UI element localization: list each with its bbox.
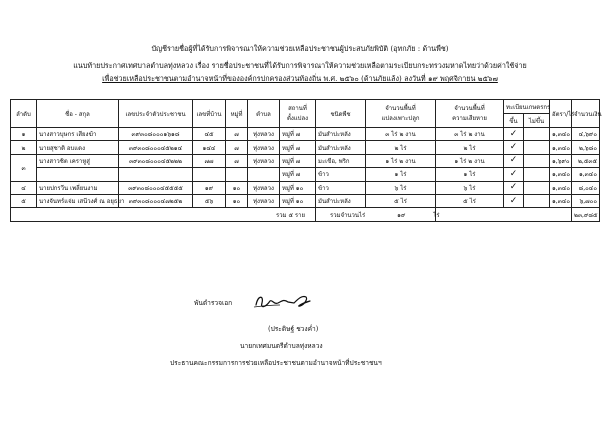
col-reg-no: ไม่ขึ้น xyxy=(524,114,550,128)
cell-damage: ๒ ไร่ xyxy=(436,141,504,154)
cell-location: หมู่ที่ ๗ xyxy=(280,154,316,167)
cell-crop: มันสำปะหลัง xyxy=(316,128,366,141)
cell-location: หมู่ที่ ๗ xyxy=(280,141,316,154)
cell-rate: ๑,๖๙๐ xyxy=(550,154,572,167)
cell-crop: มันสำปะหลัง xyxy=(316,194,366,207)
cell-area: ๕ ไร่ xyxy=(366,194,436,207)
cell-name: นางสาวชิต เคราหูสู่ xyxy=(37,154,119,167)
cell-tambon: ทุ่งหลวง xyxy=(248,154,280,167)
cell-house: ๗๗ xyxy=(193,154,226,167)
check-icon: ✓ xyxy=(504,141,524,154)
cell-location: หมู่ที่ ๗ xyxy=(280,128,316,141)
cell-amount: ๒,๕๓๕ xyxy=(572,154,600,167)
table-row xyxy=(11,181,600,194)
col-location-line1: สถานที่ xyxy=(288,104,307,112)
cell-id: ๓๙๓๐๘๐๐๐๔๕๒๑๔ xyxy=(119,141,193,154)
check-icon: ✓ xyxy=(504,181,524,194)
cell-damage: ๓ ไร่ ๒ งาน xyxy=(436,128,504,141)
cell-damage: ๕ ไร่ xyxy=(436,194,504,207)
cell-rate: ๑,๓๔๐ xyxy=(550,194,572,207)
total-amount: ๒๓,๙๘๕ xyxy=(572,208,600,221)
signature-title: นายกเทศมนตรีตำบลทุ่งหลวง xyxy=(240,342,323,350)
signature-image xyxy=(250,291,320,313)
cell-rate: ๑,๓๔๐ xyxy=(550,128,572,141)
cell-reg-no xyxy=(524,154,550,167)
cell-damage: ๑ ไร่ ๒ งาน xyxy=(436,154,504,167)
cell-tambon: ทุ่งหลวง xyxy=(248,128,280,141)
cell-moo: ๗ xyxy=(226,141,248,154)
col-no: ลำดับ xyxy=(11,100,37,128)
col-amount: จำนวนเงิน xyxy=(572,100,600,128)
cell-crop: มะเขือ, พริก xyxy=(316,154,366,167)
cell-location: หมู่ที่ ๑๐ xyxy=(280,181,316,194)
col-registration: ทะเบียนเกษตรกร xyxy=(504,100,550,114)
total-persons: รวม ๕ ราย xyxy=(11,208,316,221)
cell-moo: ๑๐ xyxy=(226,194,248,207)
document-title: บัญชีรายชื่อผู้ที่ได้รับการพิจารณาให้ความช่วยเหลือประชาชนผู้ประสบภัยพิบัติ (อุทกภัย : ด้านพืช) xyxy=(151,44,449,53)
cell-reg-no xyxy=(524,181,550,194)
cell-name: นางสาวบุษกร เสียงฆ้า xyxy=(37,128,119,141)
total-area-label: รวมจำนวนไร่ xyxy=(330,211,366,219)
cell-crop: ข้าว xyxy=(316,168,366,181)
cell-no: ๓ xyxy=(11,154,37,181)
signature-position: ประธานคณะกรรมการการช่วยเหลือประชาชนตามอำนาจหน้าที่ประชาชนฯ xyxy=(170,359,382,367)
col-area-line1: จำนวนพื้นที่ xyxy=(385,104,416,112)
col-damage-line2: ความเสียหาย xyxy=(452,114,487,122)
check-icon: ✓ xyxy=(504,168,524,181)
cell-house: ๑๙ xyxy=(193,181,226,194)
cell-damage: ๖ ไร่ xyxy=(436,181,504,194)
signature-name: (ประดิษฐ์ ชวงค่ำ) xyxy=(268,325,319,333)
col-house: เลขที่บ้าน xyxy=(193,100,226,128)
cell-damage: ๑ ไร่ xyxy=(436,168,504,181)
col-rate: อัตรา/ไร่ xyxy=(550,100,572,128)
cell-moo: ๗ xyxy=(226,154,248,167)
cell-moo: ๗ xyxy=(226,128,248,141)
cell-id xyxy=(119,168,193,181)
table-row xyxy=(11,168,600,181)
col-tambon: ตำบล xyxy=(248,100,280,128)
cell-location: หมู่ที่ ๑๐ xyxy=(280,194,316,207)
total-area xyxy=(316,208,440,221)
cell-tambon: ทุ่งหลวง xyxy=(248,194,280,207)
cell-rate: ๑,๓๔๐ xyxy=(550,141,572,154)
cell-area: ๒ ไร่ xyxy=(366,141,436,154)
table-row xyxy=(11,194,600,207)
cell-house: ๕๖ xyxy=(193,194,226,207)
check-icon: ✓ xyxy=(504,194,524,207)
document-subtitle-line1: แนบท้ายประกาศเทศบาลตำบลทุ่งหลวง เรื่อง รายชื่อประชาชนที่ได้รับการพิจารณาให้ความช่วยเหลือตามระเบียบกระทรวงมหาดไทยว่าด้วยค่าใช้จ่าย xyxy=(73,61,527,70)
cell-name: นายสุชาติ อบแดง xyxy=(37,141,119,154)
cell-reg-no xyxy=(524,194,550,207)
cell-no: ๑ xyxy=(11,128,37,141)
cell-rate: ๑,๓๔๐ xyxy=(550,168,572,181)
cell-amount: ๖,๗๐๐ xyxy=(572,194,600,207)
col-moo: หมู่ที่ xyxy=(226,100,248,128)
col-damage-line1: จำนวนพื้นที่ xyxy=(454,104,485,112)
col-damage xyxy=(436,100,504,128)
cell-id: ๓๙๓๐๘๐๐๐๑๖๑๘ xyxy=(119,128,193,141)
cell-no: ๔ xyxy=(11,181,37,194)
total-spacer xyxy=(436,208,572,221)
cell-name: นางจันทร์แจ่ม เสนีวงศ์ ณ อยุธยา xyxy=(37,194,119,207)
cell-crop: มันสำปะหลัง xyxy=(316,141,366,154)
col-name: ชื่อ - สกุล xyxy=(37,100,119,128)
cell-reg-no xyxy=(524,128,550,141)
col-reg-yes: ขึ้น xyxy=(504,114,524,128)
cell-location: หมู่ที่ ๗ xyxy=(280,168,316,181)
cell-house xyxy=(193,168,226,181)
cell-house: ๑๔๔ xyxy=(193,141,226,154)
cell-amount: ๒,๖๘๐ xyxy=(572,141,600,154)
signature-rank: พันตำรวจเอก xyxy=(194,299,233,307)
cell-id: ๓๙๓๐๘๐๐๐๔๗๒๕๒ xyxy=(119,194,193,207)
recipients-table xyxy=(10,99,600,222)
table-row xyxy=(11,154,600,167)
cell-area: ๑ ไร่ ๒ งาน xyxy=(366,154,436,167)
cell-name xyxy=(37,168,119,181)
cell-id: ๓๙๓๐๘๐๐๐๔๕๕๕๕ xyxy=(119,181,193,194)
cell-no: ๒ xyxy=(11,141,37,154)
cell-reg-no xyxy=(524,141,550,154)
document-subtitle-line2: เพื่อช่วยเหลือประชาชนตามอำนาจหน้าที่ขององค์กรปกครองส่วนท้องถิ่น พ.ศ. ๒๕๖๐ (ด้านภัยแล้ง) ลงวันที่ ๑๙ พฤศจิกายน ๒๕๖๗ xyxy=(102,74,498,83)
cell-area: ๑ ไร่ xyxy=(366,168,436,181)
cell-tambon: ทุ่งหลวง xyxy=(248,141,280,154)
col-area xyxy=(366,100,436,128)
cell-amount: ๘,๐๔๐ xyxy=(572,181,600,194)
cell-amount: ๔,๖๙๐ xyxy=(572,128,600,141)
col-area-line2: แปลงเพาะปลูก xyxy=(381,114,420,122)
table-row xyxy=(11,141,600,154)
col-location-line2: ตั้งแปลง xyxy=(286,114,309,122)
cell-area: ๓ ไร่ ๒ งาน xyxy=(366,128,436,141)
col-location xyxy=(280,100,316,128)
check-icon: ✓ xyxy=(504,128,524,141)
cell-amount: ๑,๓๔๐ xyxy=(572,168,600,181)
cell-name: นายปกรวีน เพลี่ยนงาม xyxy=(37,181,119,194)
cell-no: ๕ xyxy=(11,194,37,207)
table-row xyxy=(11,128,600,141)
cell-moo xyxy=(226,168,248,181)
col-id: เลขประจำตัวประชาชน xyxy=(119,100,193,128)
cell-area: ๖ ไร่ xyxy=(366,181,436,194)
totals-row xyxy=(11,208,600,221)
cell-id: ๓๙๓๐๘๐๐๐๔๕๒๒๒ xyxy=(119,154,193,167)
cell-house: ๔๕ xyxy=(193,128,226,141)
cell-moo: ๑๐ xyxy=(226,181,248,194)
cell-tambon xyxy=(248,168,280,181)
cell-tambon: ทุ่งหลวง xyxy=(248,181,280,194)
total-area-value: ๑๙ xyxy=(397,211,406,219)
total-area-unit: ไร่ xyxy=(433,211,440,219)
col-crop: ชนิดพืช xyxy=(316,100,366,128)
cell-rate: ๑,๓๔๐ xyxy=(550,181,572,194)
cell-crop: ข้าว xyxy=(316,181,366,194)
check-icon: ✓ xyxy=(504,154,524,167)
cell-reg-no xyxy=(524,168,550,181)
